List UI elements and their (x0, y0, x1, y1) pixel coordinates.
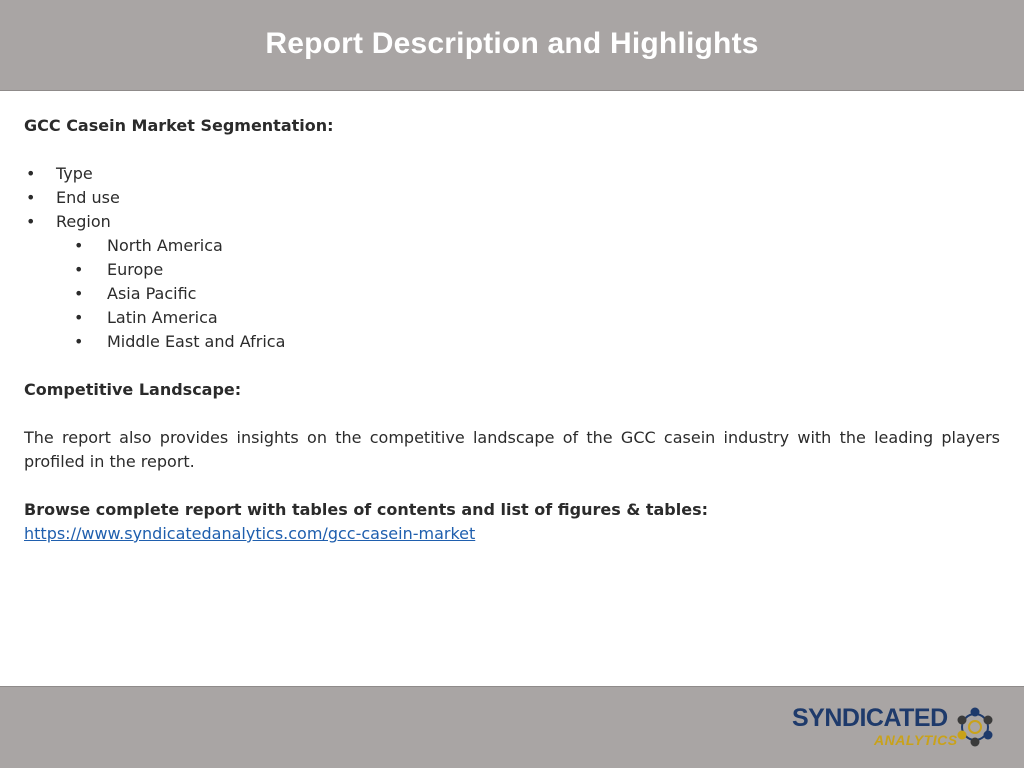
spacer (24, 402, 1000, 426)
bullet-icon: • (74, 332, 84, 351)
report-link[interactable]: https://www.syndicatedanalytics.com/gcc-casein-market (24, 524, 476, 543)
sub-list-item-label: Europe (107, 260, 164, 279)
sub-list-item-middle-east-africa (24, 330, 1000, 354)
list-item-label: End use (56, 188, 120, 207)
spacer (24, 474, 1000, 498)
sub-list-item-label: Latin America (107, 308, 218, 327)
sub-list-item-north-america (24, 234, 1000, 258)
bullet-icon: • (74, 308, 84, 327)
list-item-type (24, 162, 1000, 186)
list-item-region (24, 210, 1000, 234)
svg-text:SYNDICATED (792, 704, 948, 732)
sub-list-item-label: North America (107, 236, 223, 255)
list-item-end-use (24, 186, 1000, 210)
report-content (24, 114, 1000, 546)
spacer (24, 354, 1000, 378)
header-bar (0, 0, 1024, 91)
list-item-label: Type (56, 164, 93, 183)
bullet-icon: • (26, 188, 36, 207)
browse-heading: Browse complete report with tables of contents and list of figures & tables: (24, 500, 708, 519)
bullet-icon: • (26, 164, 36, 183)
bullet-icon: • (74, 236, 84, 255)
list-item-label: Region (56, 212, 111, 231)
competitive-heading: Competitive Landscape: (24, 380, 242, 399)
bullet-icon: • (74, 284, 84, 303)
sub-list-item-asia-pacific (24, 282, 1000, 306)
segmentation-heading: GCC Casein Market Segmentation: (24, 116, 334, 135)
footer-bar (0, 686, 1024, 768)
logo-word-cated: CATED (865, 704, 948, 732)
competitive-paragraph: The report also provides insights on the competitive landscape of the GCC casein industry with the leading players profiled in the report. (24, 428, 1000, 471)
spacer (24, 138, 1000, 162)
sub-list-item-label: Middle East and Africa (107, 332, 286, 351)
sub-list-item-europe (24, 258, 1000, 282)
bullet-icon: • (26, 212, 36, 231)
syndicated-analytics-logo (792, 701, 1002, 751)
logo-word-analytics: ANALYTICS (874, 732, 958, 748)
page-title: Report Description and Highlights (265, 26, 759, 60)
bullet-icon: • (74, 260, 84, 279)
logo-word-syndi: SYNDI (792, 704, 866, 732)
sub-list-item-label: Asia Pacific (107, 284, 197, 303)
logo-molecule-icon (958, 708, 993, 747)
sub-list-item-latin-america (24, 306, 1000, 330)
